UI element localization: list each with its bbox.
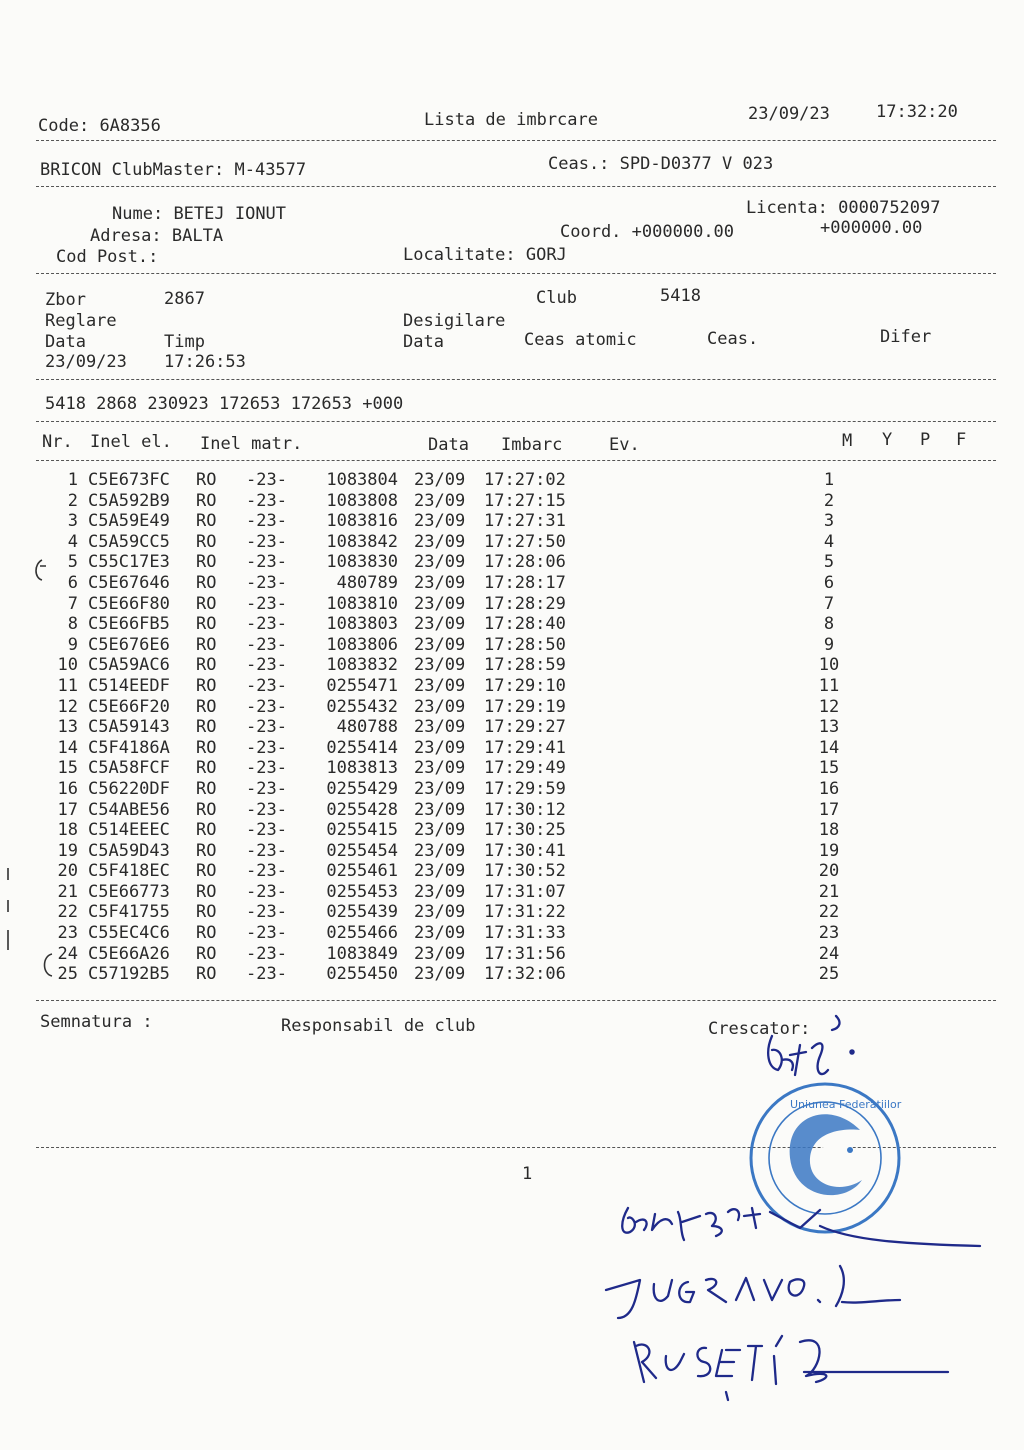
basket-time: 17:29:59 xyxy=(484,778,566,799)
basket-time: 17:29:41 xyxy=(484,737,566,758)
col-inel-el: Inel el. xyxy=(90,432,172,452)
ring-country: RO xyxy=(196,820,217,841)
header-date: 23/09/23 xyxy=(748,104,830,124)
club-value: 5418 xyxy=(660,286,701,306)
address-label: Adresa: xyxy=(90,226,162,246)
row-nr: 16 xyxy=(57,778,78,799)
col-m-value: 22 xyxy=(818,902,840,923)
ring-country: RO xyxy=(196,778,217,799)
col-m-value: 3 xyxy=(823,511,835,532)
ring-country: RO xyxy=(196,490,217,511)
clubmaster-label: BRICON ClubMaster: xyxy=(40,160,225,180)
clubmaster-value: M-43577 xyxy=(234,160,307,180)
ring-electronic: C5F418EC xyxy=(88,861,170,882)
col-m-value: 9 xyxy=(823,634,835,655)
basket-time: 17:29:49 xyxy=(484,758,566,779)
ring-country: RO xyxy=(196,717,217,738)
basket-date: 23/09 xyxy=(414,552,466,573)
ring-number: 1083842 xyxy=(326,531,398,552)
ring-year: -23- xyxy=(246,655,287,676)
owner-signature xyxy=(768,1016,853,1075)
code-value: 6A8356 xyxy=(99,116,161,136)
basket-date: 23/09 xyxy=(414,840,466,861)
basket-date: 23/09 xyxy=(414,758,466,779)
ring-number: 1083806 xyxy=(326,634,398,655)
data2-label: Data xyxy=(403,332,444,352)
ring-number: 0255414 xyxy=(326,737,398,758)
witness-signature-1 xyxy=(622,1208,980,1246)
ring-electronic: C55C17E3 xyxy=(88,552,170,573)
ring-year: -23- xyxy=(246,490,287,511)
basket-date: 23/09 xyxy=(414,717,466,738)
ring-electronic: C5A59143 xyxy=(88,717,170,738)
col-m-value: 23 xyxy=(818,923,840,944)
ring-electronic: C514EEEC xyxy=(88,820,170,841)
ring-year: -23- xyxy=(246,614,287,635)
reg-date: 23/09/23 xyxy=(45,352,127,372)
basket-time: 17:27:15 xyxy=(484,490,566,511)
col-m-value: 25 xyxy=(818,964,840,985)
name-label: Nume: xyxy=(112,204,164,224)
basket-time: 17:30:25 xyxy=(484,820,566,841)
ring-electronic: C5E66773 xyxy=(88,881,170,902)
ring-country: RO xyxy=(196,964,217,985)
ring-number: 1083849 xyxy=(326,943,398,964)
col-m-value: 15 xyxy=(818,758,840,779)
locality-value: GORJ xyxy=(525,245,567,265)
ring-year: -23- xyxy=(246,799,287,820)
witness-signature-3 xyxy=(634,1336,948,1400)
col-m-value: 4 xyxy=(823,531,835,552)
coord-y: +000000.00 xyxy=(820,218,923,238)
ring-year: -23- xyxy=(246,572,287,593)
basket-time: 17:28:40 xyxy=(484,614,566,635)
ring-year: -23- xyxy=(246,717,287,738)
ring-country: RO xyxy=(196,531,217,552)
ring-year: -23- xyxy=(246,593,287,614)
ring-year: -23- xyxy=(246,470,287,490)
basket-date: 23/09 xyxy=(414,614,466,635)
name-value: BETEJ IONUT xyxy=(173,204,287,224)
ring-country: RO xyxy=(196,923,217,944)
ring-year: -23- xyxy=(246,923,287,944)
basket-time: 17:27:50 xyxy=(484,531,566,552)
coord-x: +000000.00 xyxy=(631,222,735,242)
ring-country: RO xyxy=(196,470,217,490)
row-nr: 15 xyxy=(57,758,78,779)
ring-year: -23- xyxy=(246,634,287,655)
license-value: 0000752097 xyxy=(838,198,941,218)
col-m-value: 21 xyxy=(818,881,840,902)
col-ev: Ev. xyxy=(609,435,640,455)
ring-year: -23- xyxy=(246,758,287,779)
ring-year: -23- xyxy=(246,861,287,882)
basket-time: 17:27:02 xyxy=(484,470,566,490)
timp-label: Timp xyxy=(164,332,205,352)
ring-country: RO xyxy=(196,675,217,696)
col-f: F xyxy=(956,430,967,450)
basket-date: 23/09 xyxy=(414,572,466,593)
ring-year: -23- xyxy=(246,552,287,573)
ring-year: -23- xyxy=(246,881,287,902)
basket-date: 23/09 xyxy=(414,923,466,944)
ring-number: 1083803 xyxy=(326,614,398,635)
row-nr: 2 xyxy=(67,490,78,511)
ring-country: RO xyxy=(196,593,217,614)
basket-time: 17:31:56 xyxy=(484,943,566,964)
clock-value: SPD-D0377 V 023 xyxy=(619,154,774,174)
col-m-value: 13 xyxy=(818,717,840,738)
ring-number: 1083804 xyxy=(326,470,398,490)
coord-label: Coord. xyxy=(560,222,622,242)
row-nr: 1 xyxy=(67,470,78,490)
ring-year: -23- xyxy=(246,820,287,841)
page-number: 1 xyxy=(522,1164,533,1184)
col-inel-matr: Inel matr. xyxy=(200,434,303,454)
flight-code-line: 5418 2868 230923 172653 172653 +000 xyxy=(45,394,404,414)
col-m-value: 5 xyxy=(823,552,835,573)
basket-time: 17:29:10 xyxy=(484,675,566,696)
ring-electronic: C5E673FC xyxy=(88,470,170,490)
ring-country: RO xyxy=(196,799,217,820)
ring-electronic: C5E67646 xyxy=(88,572,170,593)
basket-date: 23/09 xyxy=(414,820,466,841)
basket-time: 17:30:41 xyxy=(484,840,566,861)
col-m-value: 19 xyxy=(818,840,840,861)
responsabil-label: Responsabil de club xyxy=(281,1016,476,1036)
zbor-label: Zbor xyxy=(45,290,86,310)
col-m-value: 24 xyxy=(818,943,840,964)
ring-number: 0255428 xyxy=(326,799,398,820)
ring-number: 0255461 xyxy=(326,861,398,882)
col-imbarc: Imbarc xyxy=(501,435,563,455)
ring-electronic: C5E66F80 xyxy=(88,593,170,614)
header-time: 17:32:20 xyxy=(876,102,958,122)
row-nr: 25 xyxy=(57,964,78,985)
basket-date: 23/09 xyxy=(414,593,466,614)
row-nr: 12 xyxy=(57,696,78,717)
basket-date: 23/09 xyxy=(414,861,466,882)
margin-marks xyxy=(8,560,52,976)
row-nr: 3 xyxy=(67,511,78,532)
ring-electronic: C5A58FCF xyxy=(88,758,170,779)
basket-time: 17:28:17 xyxy=(484,572,566,593)
basket-time: 17:29:19 xyxy=(484,696,566,717)
ring-year: -23- xyxy=(246,840,287,861)
row-nr: 18 xyxy=(57,820,78,841)
ring-number: 1083816 xyxy=(326,511,398,532)
ring-year: -23- xyxy=(246,943,287,964)
row-nr: 21 xyxy=(57,881,78,902)
club-stamp xyxy=(751,1084,902,1232)
col-m-value: 6 xyxy=(823,572,835,593)
basket-date: 23/09 xyxy=(414,799,466,820)
ring-year: -23- xyxy=(246,696,287,717)
postal-label: Cod Post.: xyxy=(56,247,159,267)
row-nr: 13 xyxy=(57,717,78,738)
zbor-value: 2867 xyxy=(164,289,205,309)
ring-country: RO xyxy=(196,902,217,923)
basket-date: 23/09 xyxy=(414,943,466,964)
ring-electronic: C5E66A26 xyxy=(88,943,170,964)
ring-electronic: C5A59CC5 xyxy=(88,531,170,552)
ring-number: 1083810 xyxy=(326,593,398,614)
row-nr: 4 xyxy=(67,531,78,552)
basket-time: 17:30:12 xyxy=(484,799,566,820)
ring-number: 0255454 xyxy=(326,840,398,861)
row-nr: 10 xyxy=(57,655,78,676)
ring-country: RO xyxy=(196,552,217,573)
ring-country: RO xyxy=(196,572,217,593)
ring-electronic: C5E66FB5 xyxy=(88,614,170,635)
ring-electronic: C5A59AC6 xyxy=(88,655,170,676)
ring-country: RO xyxy=(196,840,217,861)
col-nr: Nr. xyxy=(42,432,73,452)
ring-country: RO xyxy=(196,696,217,717)
license-label: Licenta: xyxy=(746,198,828,218)
col-m-value: 8 xyxy=(823,614,835,635)
ring-country: RO xyxy=(196,861,217,882)
basket-time: 17:28:29 xyxy=(484,593,566,614)
difer-label: Difer xyxy=(880,327,932,347)
desigilare-label: Desigilare xyxy=(403,311,506,331)
ceas-atomic-label: Ceas atomic xyxy=(524,330,637,350)
col-m-value: 16 xyxy=(818,778,840,799)
basket-date: 23/09 xyxy=(414,531,466,552)
row-nr: 20 xyxy=(57,861,78,882)
ring-number: 1083813 xyxy=(326,758,398,779)
stamp-text: Uniunea Federatiilor xyxy=(790,1098,902,1111)
basket-time: 17:31:33 xyxy=(484,923,566,944)
row-nr: 23 xyxy=(57,923,78,944)
basket-date: 23/09 xyxy=(414,655,466,676)
ring-country: RO xyxy=(196,614,217,635)
ring-year: -23- xyxy=(246,675,287,696)
ring-electronic: C5E66F20 xyxy=(88,696,170,717)
ring-electronic: C5A59D43 xyxy=(88,840,170,861)
crescator-label: Crescator: xyxy=(708,1019,811,1039)
reg-time: 17:26:53 xyxy=(164,352,246,372)
ceas-label: Ceas. xyxy=(707,329,759,349)
basket-date: 23/09 xyxy=(414,511,466,532)
ring-electronic: C5A59E49 xyxy=(88,511,170,532)
basket-date: 23/09 xyxy=(414,778,466,799)
col-data: Data xyxy=(428,435,469,455)
ring-year: -23- xyxy=(246,902,287,923)
ring-year: -23- xyxy=(246,737,287,758)
basket-date: 23/09 xyxy=(414,634,466,655)
basket-time: 17:28:06 xyxy=(484,552,566,573)
ring-number: 0255466 xyxy=(326,923,398,944)
col-p: P xyxy=(920,430,931,450)
row-nr: 9 xyxy=(67,634,78,655)
row-nr: 22 xyxy=(57,902,78,923)
basket-date: 23/09 xyxy=(414,490,466,511)
basket-date: 23/09 xyxy=(414,881,466,902)
ring-number: 0255453 xyxy=(326,881,398,902)
row-nr: 7 xyxy=(67,593,78,614)
row-nr: 5 xyxy=(67,552,78,573)
row-nr: 17 xyxy=(57,799,78,820)
basket-date: 23/09 xyxy=(414,964,466,985)
ring-number: 480788 xyxy=(336,717,398,738)
witness-signature-2 xyxy=(606,1266,900,1318)
ring-number: 0255471 xyxy=(326,675,398,696)
ring-country: RO xyxy=(196,758,217,779)
code-label: Code: xyxy=(38,116,90,136)
document-title: Lista de imbrcare xyxy=(424,110,598,130)
col-m-value: 11 xyxy=(818,675,840,696)
ring-electronic: C54ABE56 xyxy=(88,799,170,820)
basket-time: 17:32:06 xyxy=(484,964,566,985)
ring-country: RO xyxy=(196,881,217,902)
ring-country: RO xyxy=(196,943,217,964)
row-nr: 6 xyxy=(67,572,78,593)
ring-year: -23- xyxy=(246,511,287,532)
ring-electronic: C55EC4C6 xyxy=(88,923,170,944)
reglare-label: Reglare xyxy=(45,311,117,331)
col-m: M xyxy=(842,431,853,451)
data-label: Data xyxy=(45,332,86,352)
col-m-value: 7 xyxy=(823,593,835,614)
clock-label: Ceas.: xyxy=(548,154,610,174)
ring-electronic: C5F41755 xyxy=(88,902,170,923)
semnatura-label: Semnatura : xyxy=(40,1012,153,1032)
basket-time: 17:29:27 xyxy=(484,717,566,738)
ring-number: 0255439 xyxy=(326,902,398,923)
ring-electronic: C57192B5 xyxy=(88,964,170,985)
col-m-value: 18 xyxy=(818,820,840,841)
ring-number: 1083808 xyxy=(326,490,398,511)
locality-label: Localitate: xyxy=(403,245,516,265)
basket-date: 23/09 xyxy=(414,675,466,696)
col-m-value: 12 xyxy=(818,696,840,717)
ring-electronic: C5E676E6 xyxy=(88,634,170,655)
col-m-value: 20 xyxy=(818,861,840,882)
basket-time: 17:28:59 xyxy=(484,655,566,676)
col-m-value: 10 xyxy=(818,655,840,676)
ring-number: 480789 xyxy=(336,572,398,593)
row-nr: 14 xyxy=(57,737,78,758)
basket-date: 23/09 xyxy=(414,902,466,923)
basket-time: 17:31:07 xyxy=(484,881,566,902)
basket-time: 17:28:50 xyxy=(484,634,566,655)
ring-number: 1083832 xyxy=(326,655,398,676)
row-nr: 11 xyxy=(57,675,78,696)
ring-number: 1083830 xyxy=(326,552,398,573)
ring-electronic: C5F4186A xyxy=(88,737,170,758)
ring-electronic: C5A592B9 xyxy=(88,490,170,511)
col-m-value: 1 xyxy=(823,470,835,490)
ring-electronic: C56220DF xyxy=(88,778,170,799)
address-value: BALTA xyxy=(171,226,224,246)
ring-year: -23- xyxy=(246,531,287,552)
col-m-value: 2 xyxy=(823,490,835,511)
ring-country: RO xyxy=(196,511,217,532)
basket-time: 17:30:52 xyxy=(484,861,566,882)
ring-number: 0255429 xyxy=(326,778,398,799)
row-nr: 8 xyxy=(67,614,78,635)
ring-number: 0255415 xyxy=(326,820,398,841)
basket-date: 23/09 xyxy=(414,696,466,717)
ring-year: -23- xyxy=(246,964,287,985)
row-nr: 19 xyxy=(57,840,78,861)
ring-year: -23- xyxy=(246,778,287,799)
basket-time: 17:27:31 xyxy=(484,511,566,532)
club-label: Club xyxy=(536,288,577,308)
basket-date: 23/09 xyxy=(414,470,466,490)
basket-time: 17:31:22 xyxy=(484,902,566,923)
basket-date: 23/09 xyxy=(414,737,466,758)
ring-country: RO xyxy=(196,655,217,676)
ring-country: RO xyxy=(196,634,217,655)
col-m-value: 17 xyxy=(818,799,840,820)
ring-electronic: C514EEDF xyxy=(88,675,170,696)
col-m-value: 14 xyxy=(818,737,840,758)
col-y: Y xyxy=(882,430,893,450)
ring-number: 0255432 xyxy=(326,696,398,717)
ring-country: RO xyxy=(196,737,217,758)
ring-number: 0255450 xyxy=(326,964,398,985)
row-nr: 24 xyxy=(57,943,78,964)
